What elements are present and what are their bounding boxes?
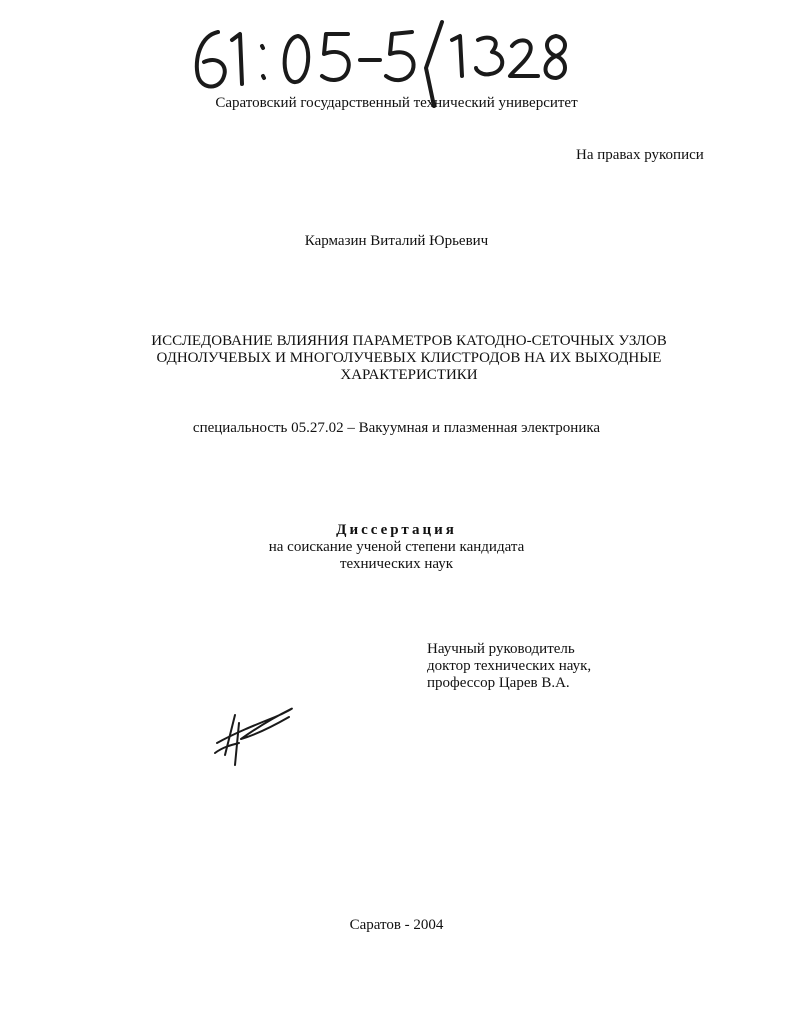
author-name: Кармазин Виталий Юрьевич (304, 233, 489, 249)
title-line: ИССЛЕДОВАНИЕ ВЛИЯНИЯ ПАРАМЕТРОВ КАТОДНО-СЕТОЧНЫХ УЗЛОВ (151, 333, 667, 349)
scientific-advisor (427, 641, 591, 692)
advisor-line: доктор технических наук, (427, 658, 592, 674)
manuscript-note: На правах рукописи (576, 147, 704, 163)
work-type: Диссертация (336, 522, 457, 538)
city-year: Саратов - 2004 (349, 917, 444, 933)
advisor-line: профессор Царев В.А. (427, 675, 570, 691)
signature (205, 695, 305, 775)
title-line: ХАРАКТЕРИСТИКИ (340, 367, 478, 383)
degree-line: на соискание ученой степени кандидата (268, 539, 525, 555)
degree-line: технических наук (339, 556, 454, 572)
university-name: Саратовский государственный технический университет (215, 95, 578, 111)
dissertation-title (100, 333, 718, 384)
advisor-line: Научный руководитель (427, 641, 575, 657)
title-line: ОДНОЛУЧЕВЫХ И МНОГОЛУЧЕВЫХ КЛИСТРОДОВ НА ИХ ВЫХОДНЫЕ (156, 350, 662, 366)
specialty: специальность 05.27.02 – Вакуумная и плазменная электроника (192, 420, 601, 436)
